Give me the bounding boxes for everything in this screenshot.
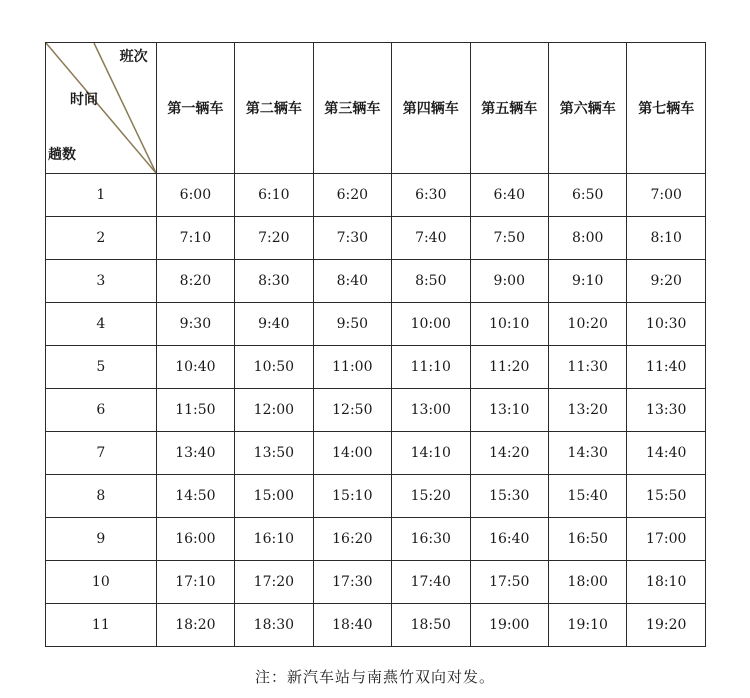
departure-time-cell: 14:00 [313,432,391,475]
departure-time-cell: 14:10 [392,432,470,475]
table-row [46,604,706,647]
departure-time-cell: 16:50 [549,518,627,561]
departure-time-cell: 18:40 [313,604,391,647]
departure-time-cell: 10:40 [156,346,234,389]
trip-number-cell: 2 [46,217,157,260]
table-row [46,346,706,389]
departure-time-cell: 13:30 [627,389,706,432]
bus-header-3: 第三辆车 [313,43,391,174]
departure-time-cell: 7:40 [392,217,470,260]
departure-time-cell: 6:40 [470,174,548,217]
departure-time-cell: 16:40 [470,518,548,561]
trip-number-cell: 1 [46,174,157,217]
departure-time-cell: 15:00 [235,475,313,518]
table-row [46,561,706,604]
departure-time-cell: 19:10 [549,604,627,647]
departure-time-cell: 6:00 [156,174,234,217]
departure-time-cell: 16:10 [235,518,313,561]
departure-time-cell: 11:10 [392,346,470,389]
departure-time-cell: 11:50 [156,389,234,432]
departure-time-cell: 11:30 [549,346,627,389]
departure-time-cell: 8:10 [627,217,706,260]
departure-time-cell: 18:30 [235,604,313,647]
departure-time-cell: 11:40 [627,346,706,389]
table-row [46,518,706,561]
departure-time-cell: 17:30 [313,561,391,604]
departure-time-cell: 14:50 [156,475,234,518]
departure-time-cell: 15:30 [470,475,548,518]
departure-time-cell: 16:20 [313,518,391,561]
departure-time-cell: 9:10 [549,260,627,303]
corner-label-trip: 趟数 [48,147,76,163]
departure-time-cell: 9:20 [627,260,706,303]
departure-time-cell: 9:40 [235,303,313,346]
departure-time-cell: 16:00 [156,518,234,561]
departure-time-cell: 9:30 [156,303,234,346]
departure-time-cell: 14:20 [470,432,548,475]
bus-header-5: 第五辆车 [470,43,548,174]
departure-time-cell: 7:30 [313,217,391,260]
departure-time-cell: 10:20 [549,303,627,346]
schedule-body [46,174,706,647]
departure-time-cell: 18:20 [156,604,234,647]
trip-number-cell: 11 [46,604,157,647]
departure-time-cell: 11:00 [313,346,391,389]
bus-header-7: 第七辆车 [627,43,706,174]
table-row [46,174,706,217]
trip-number-cell: 4 [46,303,157,346]
departure-time-cell: 17:40 [392,561,470,604]
departure-time-cell: 18:50 [392,604,470,647]
departure-time-cell: 19:00 [470,604,548,647]
departure-time-cell: 6:50 [549,174,627,217]
departure-time-cell: 9:00 [470,260,548,303]
departure-time-cell: 13:00 [392,389,470,432]
table-row [46,432,706,475]
corner-label-shift: 班次 [119,49,148,65]
departure-time-cell: 13:40 [156,432,234,475]
trip-number-cell: 5 [46,346,157,389]
departure-time-cell: 10:30 [627,303,706,346]
departure-time-cell: 17:00 [627,518,706,561]
trip-number-cell: 8 [46,475,157,518]
departure-time-cell: 10:00 [392,303,470,346]
departure-time-cell: 18:00 [549,561,627,604]
departure-time-cell: 13:10 [470,389,548,432]
departure-time-cell: 13:50 [235,432,313,475]
departure-time-cell: 15:10 [313,475,391,518]
table-row [46,389,706,432]
trip-number-cell: 6 [46,389,157,432]
corner-diagonal-cell [46,43,156,173]
departure-time-cell: 8:20 [156,260,234,303]
departure-time-cell: 19:20 [627,604,706,647]
bus-schedule-table [45,42,706,647]
departure-time-cell: 17:20 [235,561,313,604]
departure-time-cell: 8:50 [392,260,470,303]
bus-header-4: 第四辆车 [392,43,470,174]
departure-time-cell: 8:40 [313,260,391,303]
footnote: 注：新汽车站与南燕竹双向对发。 [254,668,495,686]
table-row [46,260,706,303]
bus-header-1: 第一辆车 [156,43,234,174]
trip-number-cell: 7 [46,432,157,475]
departure-time-cell: 15:40 [549,475,627,518]
departure-time-cell: 10:50 [235,346,313,389]
departure-time-cell: 17:50 [470,561,548,604]
departure-time-cell: 8:30 [235,260,313,303]
corner-header-cell [46,43,157,174]
departure-time-cell: 7:00 [627,174,706,217]
departure-time-cell: 12:00 [235,389,313,432]
departure-time-cell: 15:20 [392,475,470,518]
departure-time-cell: 10:10 [470,303,548,346]
departure-time-cell: 8:00 [549,217,627,260]
departure-time-cell: 12:50 [313,389,391,432]
departure-time-cell: 16:30 [392,518,470,561]
departure-time-cell: 6:30 [392,174,470,217]
departure-time-cell: 7:50 [470,217,548,260]
table-row [46,217,706,260]
departure-time-cell: 18:10 [627,561,706,604]
departure-time-cell: 14:30 [549,432,627,475]
departure-time-cell: 11:20 [470,346,548,389]
table-row [46,475,706,518]
trip-number-cell: 10 [46,561,157,604]
bus-header-2: 第二辆车 [235,43,313,174]
table-row [46,303,706,346]
trip-number-cell: 3 [46,260,157,303]
departure-time-cell: 6:20 [313,174,391,217]
header-row [46,43,706,174]
departure-time-cell: 13:20 [549,389,627,432]
departure-time-cell: 6:10 [235,174,313,217]
departure-time-cell: 7:10 [156,217,234,260]
bus-header-6: 第六辆车 [549,43,627,174]
departure-time-cell: 7:20 [235,217,313,260]
departure-time-cell: 14:40 [627,432,706,475]
corner-label-time: 时间 [70,92,98,108]
departure-time-cell: 17:10 [156,561,234,604]
departure-time-cell: 9:50 [313,303,391,346]
trip-number-cell: 9 [46,518,157,561]
departure-time-cell: 15:50 [627,475,706,518]
